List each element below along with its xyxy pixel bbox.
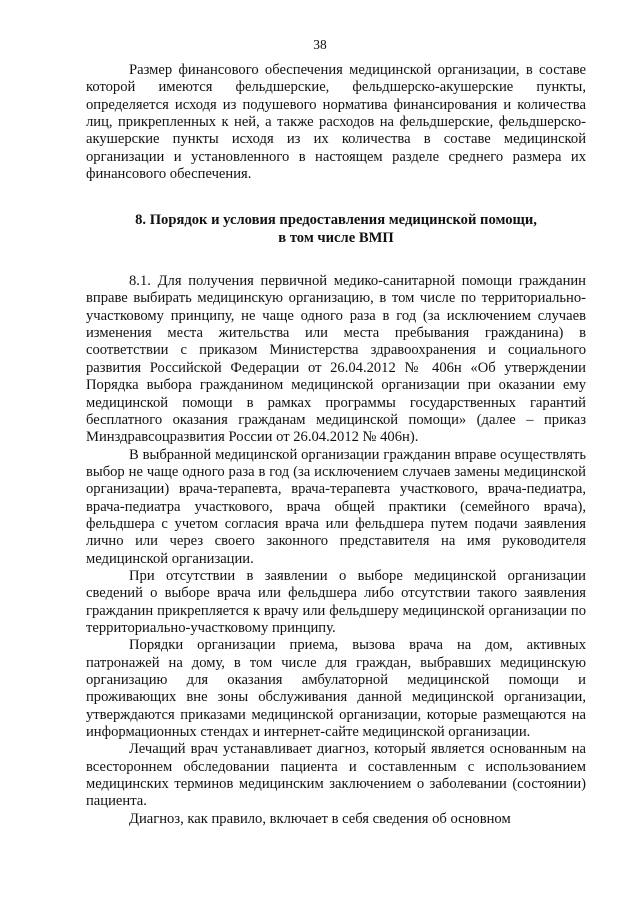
paragraph-doctor-choice: В выбранной медицинской организации гражданин вправе осуществлять выбор не чаще одного раза в год (за исключением случаев замены медицинской организации) врача-терапевта, врача-терапевта участкового, врача-педиатра, врача-педиатра участкового, врача общей практики (семейного врача), фельдшера с учетом согласия врача или фельдшера путем подачи заявления лично или через своего законного представителя на имя руководителя медицинской организации. bbox=[86, 446, 586, 567]
section-heading-line-2: в том числе ВМП bbox=[278, 229, 394, 246]
paragraph-diagnosis-content: Диагноз, как правило, включает в себя сведения об основном bbox=[129, 810, 511, 827]
page-number: 38 bbox=[313, 37, 327, 52]
paragraph-diagnosis: Лечащий врач устанавливает диагноз, который является основанным на всестороннем обследовании пациента и составленным с использованием медицинских терминов медицинским заключением о заболевании (состоянии) пациента. bbox=[86, 741, 586, 810]
section-heading-line-1: 8. Порядок и условия предоставления медицинской помощи, bbox=[135, 212, 537, 229]
document-body bbox=[86, 62, 586, 828]
paragraph-no-choice: При отсутствии в заявлении о выборе медицинской организации сведений о выборе врача или фельдшера либо отсутствии такого заявления гражданин прикрепляется к врачу или фельдшеру медицинской организации по территориально-участковому принципу. bbox=[86, 567, 586, 636]
intro-paragraph: Размер финансового обеспечения медицинской организации, в составе которой имеются фельдшерские, фельдшерско-акушерские пункты, определяется исходя из подушевого норматива финансирования и количества лиц, прикрепленных к ней, а также расходов на фельдшерские, фельдшерско-акушерские пункты исходя из их количества в составе медицинской организации и установленного в настоящем разделе среднего размера их финансового обеспечения. bbox=[86, 62, 586, 183]
paragraph-reception-order: Порядки организации приема, вызова врача на дом, активных патронажей на дому, в том числе для граждан, выбравших медицинскую организацию для оказания амбулаторной медицинской помощи и проживающих вне зоны обслуживания данной медицинской организации, утверждаются приказами медицинской организации, которые размещаются на информационных стендах и интернет-сайте медицинской организации. bbox=[86, 637, 586, 741]
paragraph-8-1: 8.1. Для получения первичной медико-санитарной помощи гражданин вправе выбирать медицинскую организацию, в том числе по территориально-участковому принципу, не чаще одного раза в год (за исключением случаев изменения места жительства или места пребывания гражданина) в соответствии с приказом Министерства здравоохранения и социального развития Российской Федерации от 26.04.2012 № 406н «Об утверждении Порядка выбора гражданином медицинской организации при оказании ему медицинской помощи в рамках программы государственных гарантий бесплатного оказания гражданам медицинской помощи» (далее – приказ Минздравсоцразвития России от 26.04.2012 № 406н). bbox=[86, 273, 586, 446]
section-heading bbox=[86, 212, 586, 247]
